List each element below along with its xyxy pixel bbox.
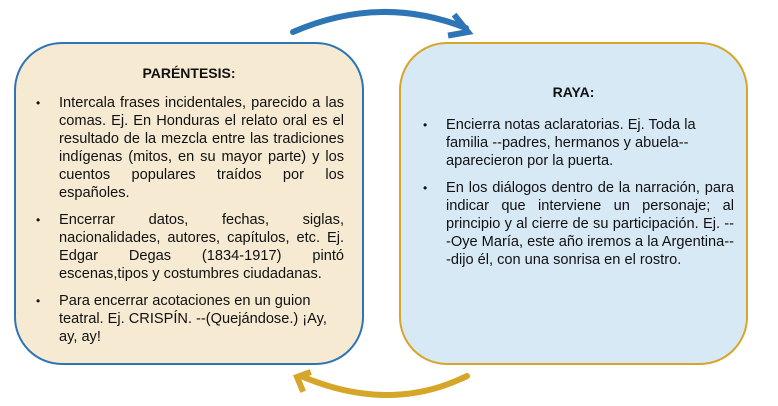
- bullet-icon: •: [423, 118, 428, 132]
- bullet-icon: •: [36, 96, 41, 110]
- arrow-bottom-icon: [301, 376, 467, 395]
- item-text: Intercala frases incidentales, parecido a las comas. Ej. En Honduras el relato oral es el resultado de la mezcla entre las tradiciones indígenas (mitos, en su mayor parte) y los cuentos populares traídos por los españoles.: [59, 95, 344, 201]
- parentesis-title: PARÉNTESIS:: [142, 65, 236, 81]
- bullet-icon: •: [423, 181, 428, 195]
- item-text: En los diálogos dentro de la narración, para indicar que interviene un personaje; al principio y al cierre de su participación. Ej. ---Oye María, este año iremos a la Argentina---dijo él, con una sonrisa en el rostro.: [446, 180, 734, 268]
- item-text: Encerrar datos, fechas, siglas, nacionalidades, autores, capítulos, etc. Ej. Edgar Degas (1834-1917) pintó escenas,tipos y costumbres ciudadanas.: [59, 212, 344, 282]
- arrow-top-icon: [293, 12, 466, 32]
- bullet-icon: •: [36, 294, 41, 308]
- parentesis-box: [14, 42, 364, 365]
- list-item: [36, 292, 344, 346]
- item-text: Para encerrar acotaciones en un guion teatral. Ej. CRISPÍN. --(Quejándose.) ¡Ay, ay, ay!: [59, 293, 327, 345]
- list-item: [423, 179, 734, 269]
- raya-title: RAYA:: [552, 84, 595, 100]
- parentesis-list: [36, 94, 344, 355]
- raya-box: [399, 42, 748, 365]
- item-text: Encierra notas aclaratorias. Ej. Toda la familia --padres, hermanos y abuela-- aparecieron por la puerta.: [446, 117, 696, 169]
- list-item: [423, 116, 734, 170]
- bullet-icon: •: [36, 213, 41, 227]
- list-item: [36, 94, 344, 202]
- raya-list: [423, 116, 734, 278]
- list-item: [36, 211, 344, 283]
